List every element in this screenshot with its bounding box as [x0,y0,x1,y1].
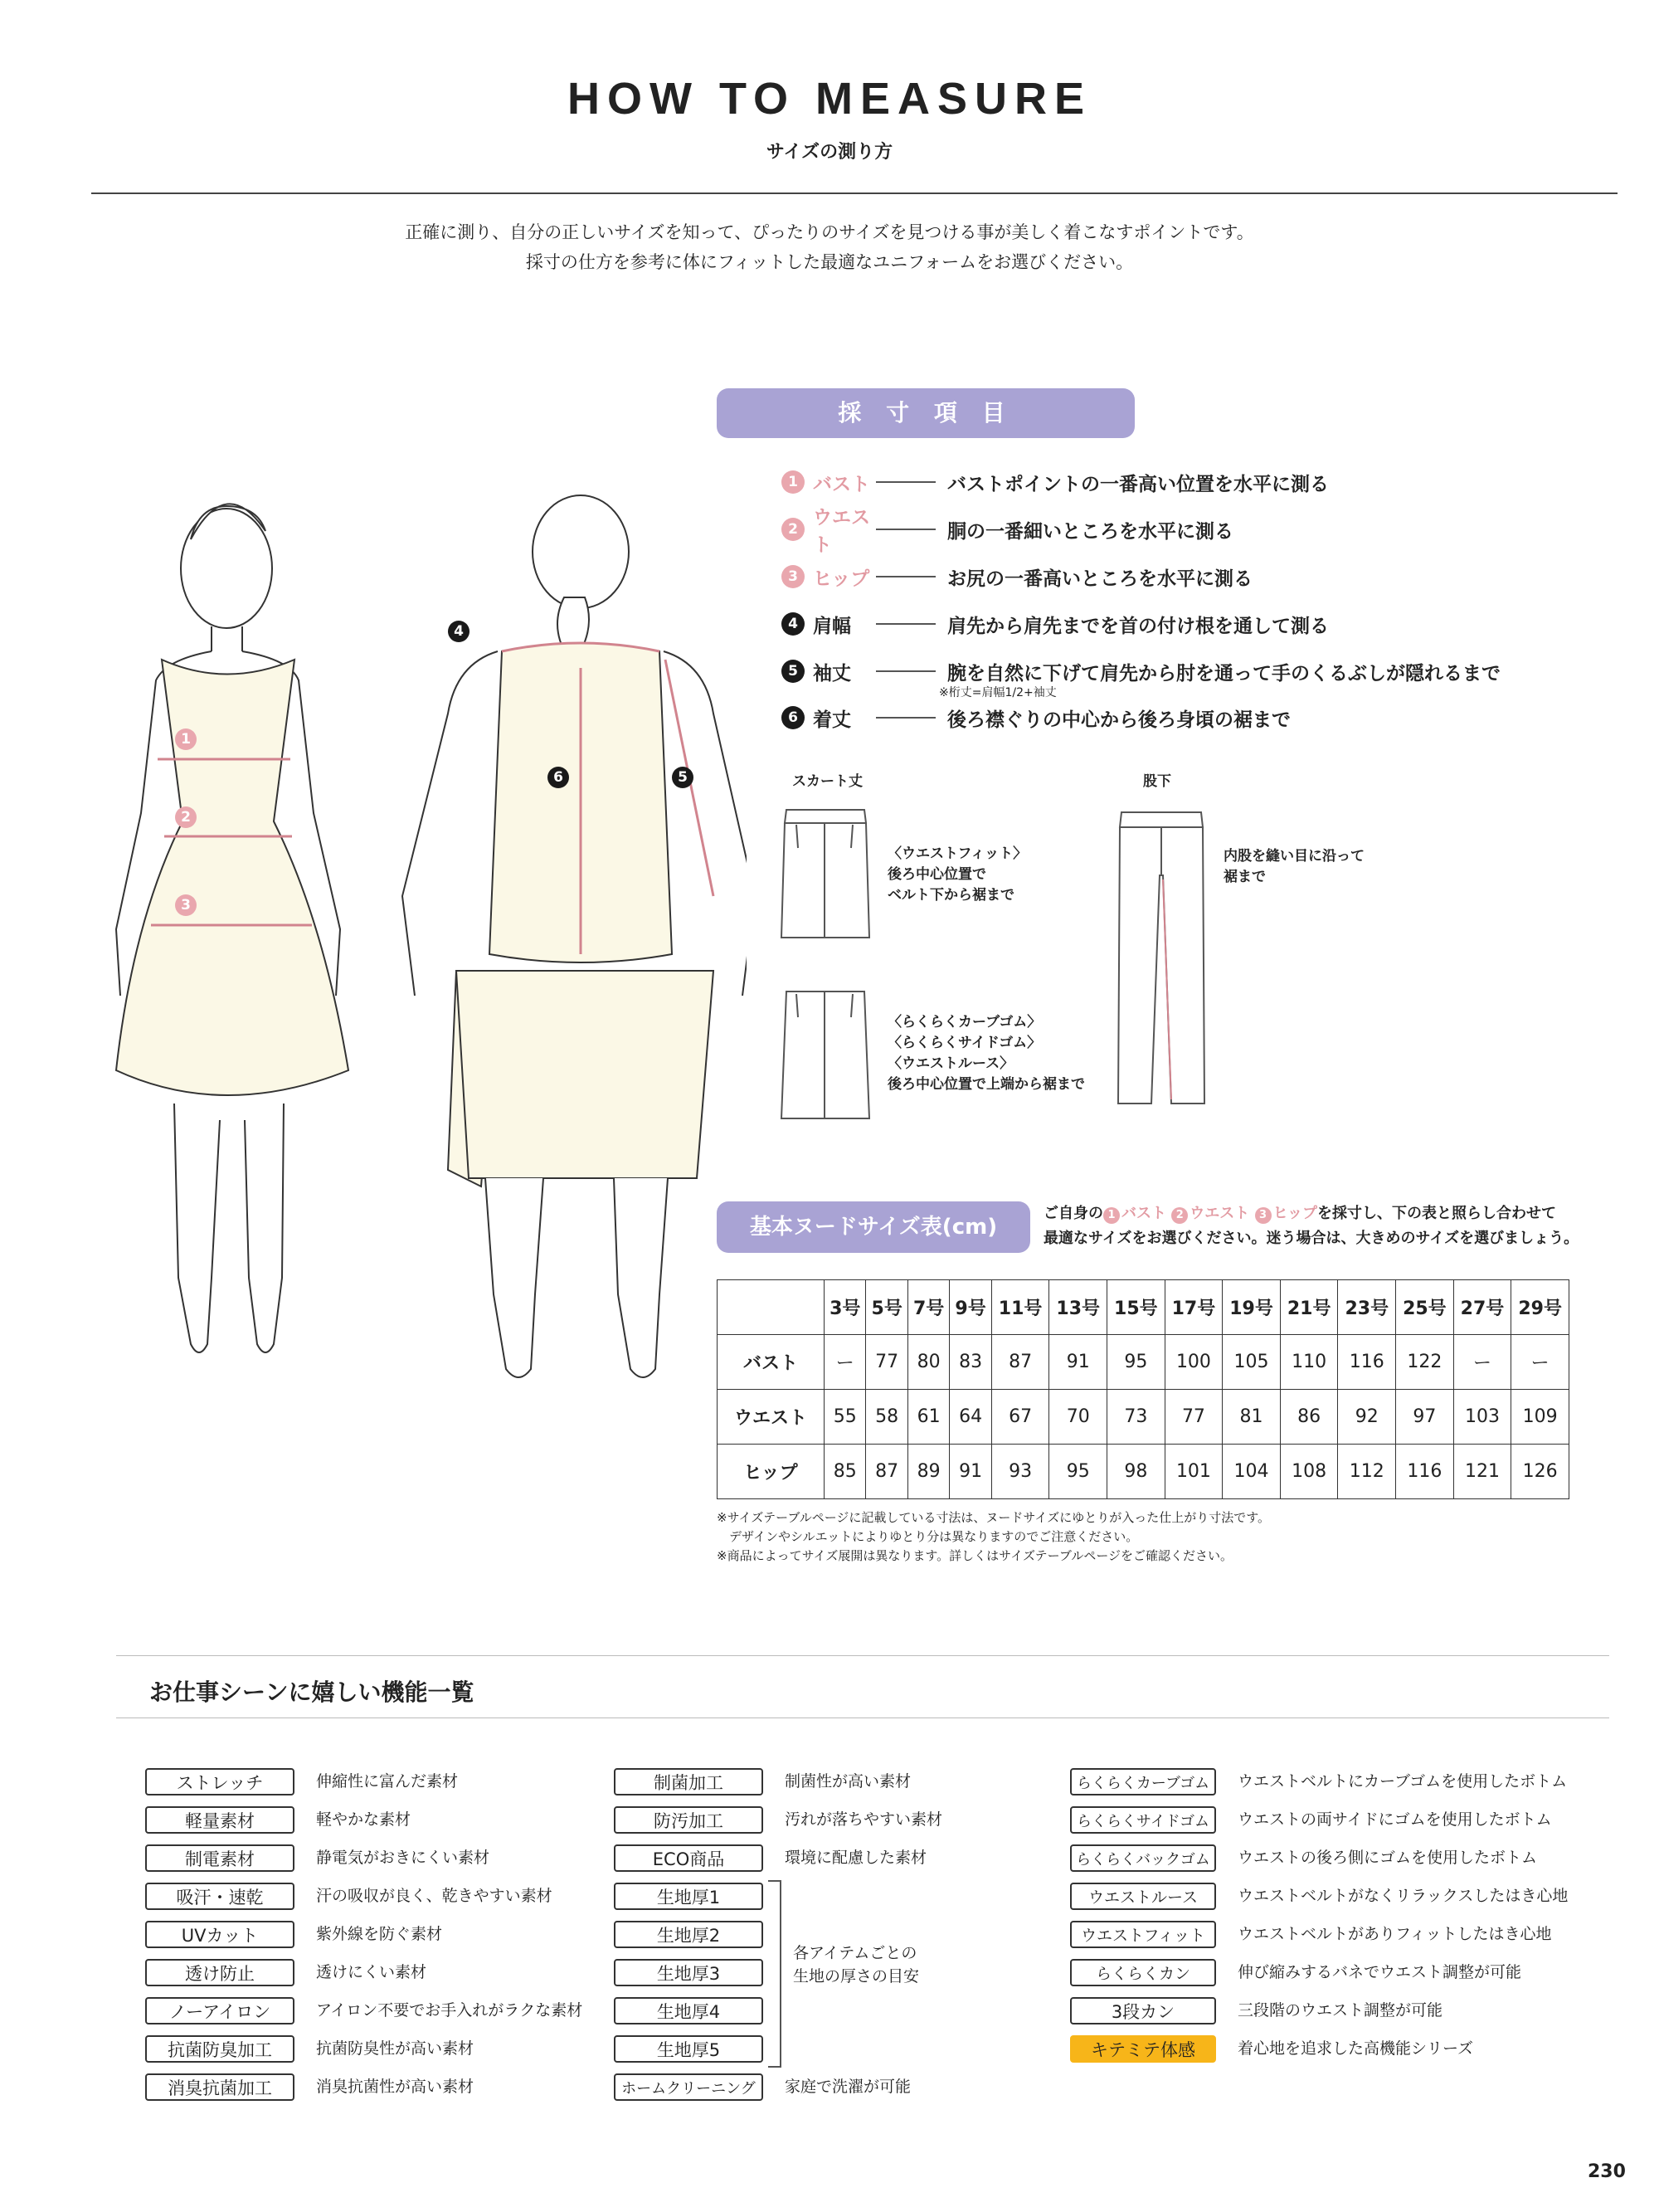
caption-line: 裾まで [1224,869,1266,885]
table-cell: 91 [950,1445,991,1499]
feature-row [1070,1839,1568,1877]
feature-row [145,1953,582,1991]
features-column-3 [1070,1762,1568,2068]
feature-desc: ウエストの後ろ側にゴムを使用したボトム [1238,1848,1538,1867]
column-header: 3号 [825,1280,866,1335]
feature-row [1070,1991,1568,2029]
column-header: 21号 [1280,1280,1338,1335]
feature-tag: 生地厚1 [614,1883,763,1910]
table-header-row [718,1280,1569,1335]
table-cell: 116 [1396,1445,1454,1499]
feature-desc: 紫外線を防ぐ素材 [316,1924,443,1943]
num-badge: 2 [1171,1207,1188,1224]
feature-row [145,1800,582,1839]
size-chart-footnotes [717,1508,1270,1566]
note-text: ご自身の [1044,1205,1103,1222]
table-cell: 55 [825,1390,866,1445]
feature-desc: 環境に配慮した素材 [785,1848,927,1867]
measure-item-shoulder [781,607,1611,641]
column-header: 11号 [991,1280,1049,1335]
feature-row [145,1877,582,1915]
table-cell: 80 [907,1335,949,1390]
table-cell: 97 [1396,1390,1454,1445]
num-badge: 4 [781,612,805,636]
marker-waist: 2 [175,806,197,828]
footnote: デザインやシルエットによりゆとり分は異なりますのでご注意ください。 [717,1529,1139,1544]
table-cell: 126 [1511,1445,1569,1499]
feature-row [145,1915,582,1953]
caption-line: ベルト下から裾まで [888,887,1014,904]
measure-list [781,465,1611,735]
body-figures-illustration [66,465,747,1543]
num-badge: 5 [781,660,805,683]
measure-item-waist [781,507,1611,556]
table-cell: 89 [907,1445,949,1499]
feature-tag: らくらくカーブゴム [1070,1768,1216,1795]
table-cell: 87 [866,1445,907,1499]
table-cell: 64 [950,1390,991,1445]
table-row-hip [718,1445,1569,1499]
caption-line: 〈らくらくサイドゴム〉 [888,1035,1042,1051]
size-chart-table [717,1279,1569,1499]
page-title: HOW TO MEASURE [567,74,1092,124]
feature-row [614,1839,942,1877]
num-badge: 2 [781,518,805,541]
note-hip: ヒップ [1272,1205,1318,1222]
item-label: ウエスト [813,507,870,556]
table-cell: 67 [991,1390,1049,1445]
table-cell: 105 [1223,1335,1281,1390]
feature-tag: 軽量素材 [145,1806,294,1834]
intro-line-2: 採寸の仕方を参考に体にフィットした最適なユニフォームをお選びください。 [525,252,1134,272]
page-number: 230 [1588,2161,1626,2182]
feature-row [1070,1915,1568,1953]
feature-desc: 三段階のウエスト調整が可能 [1238,2000,1443,2020]
feature-row [145,2068,582,2106]
skirt-illustrations [780,805,871,1120]
size-chart-note [1044,1201,1579,1251]
table-cell: 77 [1165,1390,1223,1445]
row-header: ウエスト [718,1390,825,1445]
feature-row [1070,1877,1568,1915]
front-figure [116,504,348,1352]
size-chart-heading: 基本ヌードサイズ表(cm) [717,1201,1030,1253]
caption-line: 後ろ中心位置で上端から裾まで [888,1076,1085,1093]
table-cell: 70 [1049,1390,1107,1445]
table-cell: 95 [1049,1445,1107,1499]
feature-tag: ホームクリーニング [614,2073,763,2101]
column-header: 23号 [1338,1280,1396,1335]
item-desc: バストポイントの一番高い位置を水平に測る [947,473,1329,495]
table-cell: 103 [1453,1390,1511,1445]
table-cell: 100 [1165,1335,1223,1390]
feature-tag: 3段カン [1070,1997,1216,2024]
item-label: バスト [813,473,870,495]
leader-line [876,481,936,483]
features-bottom-rule [116,1717,1609,1718]
caption-line: 〈ウエストフィット〉 [888,845,1028,862]
feature-tag: らくらくカン [1070,1959,1216,1986]
num-badge: 3 [1255,1207,1272,1224]
item-label: ヒップ [813,568,870,590]
caption-line: 各アイテムごとの [793,1944,917,1962]
thickness-bracket [768,1880,781,2068]
table-row-waist [718,1390,1569,1445]
inseam-caption [1224,846,1365,888]
table-cell: ー [1511,1335,1569,1390]
feature-desc: 着心地を追求した高機能シリーズ [1238,2039,1474,2058]
feature-row [614,1800,942,1839]
measure-item-hip [781,559,1611,594]
table-cell: 87 [991,1335,1049,1390]
note-line-1 [1044,1201,1579,1226]
feature-tag: らくらくサイドゴム [1070,1806,1216,1834]
feature-tag: 防汚加工 [614,1806,763,1834]
feature-row [1070,2029,1568,2068]
measure-item-sleeve [781,654,1611,689]
feature-tag: UVカット [145,1921,294,1948]
column-header: 5号 [866,1280,907,1335]
pants-illustration [1112,809,1211,1108]
column-header: 17号 [1165,1280,1223,1335]
feature-tag: 吸汗・速乾 [145,1883,294,1910]
item-label: 肩幅 [813,615,851,637]
column-header: 7号 [907,1280,949,1335]
intro-line-1: 正確に測り、自分の正しいサイズを知って、ぴったりのサイズを見つける事が美しく着こなすポイントです。 [405,222,1254,242]
feature-desc: 制菌性が高い素材 [785,1771,912,1791]
leader-line [876,576,936,577]
feature-tag: ECO商品 [614,1844,763,1872]
feature-desc: ウエストの両サイドにゴムを使用したボトム [1238,1810,1552,1829]
table-cell: 83 [950,1335,991,1390]
feature-desc: 汚れが落ちやすい素材 [785,1810,943,1829]
row-header: バスト [718,1335,825,1390]
page-subtitle: サイズの測り方 [766,142,893,163]
feature-row [145,1839,582,1877]
intro-text [0,217,1659,277]
feature-row [145,2029,582,2068]
table-cell: 93 [991,1445,1049,1499]
column-header: 27号 [1453,1280,1511,1335]
feature-row [145,1991,582,2029]
num-badge: 6 [781,706,805,729]
measure-item-bust [781,465,1611,499]
feature-row [614,1762,942,1800]
table-cell: 61 [907,1390,949,1445]
table-row-bust [718,1335,1569,1390]
feature-desc: 軽やかな素材 [316,1810,411,1829]
feature-tag: ウエストルース [1070,1883,1216,1910]
feature-desc: 伸び縮みするバネでウエスト調整が可能 [1238,1962,1522,1981]
skirt-rubber-caption [888,1012,1085,1095]
table-cell: 86 [1280,1390,1338,1445]
item-desc: 腕を自然に下げて肩先から肘を通って手のくるぶしが隠れるまで [947,662,1501,685]
caption-line: 〈ウエストルース〉 [888,1055,1014,1072]
feature-desc: 抗菌防臭性が高い素材 [316,2039,474,2058]
table-cell: 73 [1107,1390,1165,1445]
table-cell: ー [1453,1335,1511,1390]
table-cell: 116 [1338,1335,1396,1390]
feature-desc: 消臭抗菌性が高い素材 [316,2077,474,2096]
feature-desc: ウエストベルトがありフィットしたはき心地 [1238,1924,1552,1943]
feature-desc: アイロン不要でお手入れがラクな素材 [316,2000,583,2020]
table-cell: 81 [1223,1390,1281,1445]
feature-tag: ウエストフィット [1070,1921,1216,1948]
feature-tag: 生地厚5 [614,2035,763,2063]
feature-tag: 透け防止 [145,1959,294,1986]
table-cell: 109 [1511,1390,1569,1445]
feature-tag: らくらくバックゴム [1070,1844,1216,1872]
skirt-fit-caption [888,844,1027,906]
leader-line [876,623,936,625]
features-top-rule [116,1655,1609,1656]
feature-row [1070,1800,1568,1839]
skirt-length-title: スカート丈 [792,773,863,790]
feature-desc: 伸縮性に富んだ素材 [316,1771,459,1791]
column-header: 29号 [1511,1280,1569,1335]
table-cell: 58 [866,1390,907,1445]
table-cell: 101 [1165,1445,1223,1499]
header-divider [91,192,1618,194]
features-heading: お仕事シーンに嬉しい機能一覧 [149,1678,474,1706]
feature-tag-highlight: キテミテ体感 [1070,2035,1216,2063]
column-header: 25号 [1396,1280,1454,1335]
caption-line: 後ろ中心位置で [888,866,986,883]
feature-desc: 家庭で洗濯が可能 [785,2077,912,2096]
item-desc: お尻の一番高いところを水平に測る [947,568,1253,590]
table-cell: 77 [866,1335,907,1390]
table-cell: 122 [1396,1335,1454,1390]
note-waist: ウエスト [1190,1205,1255,1222]
column-header: 15号 [1107,1280,1165,1335]
caption-line: 〈らくらくカーブゴム〉 [888,1014,1042,1030]
feature-tag: ストレッチ [145,1768,294,1795]
feature-desc: ウエストベルトがなくリラックスしたはき心地 [1238,1886,1569,1905]
table-cell: 112 [1338,1445,1396,1499]
note-line-2: 最適なサイズをお選びください。迷う場合は、大きめのサイズを選びましょう。 [1044,1230,1579,1247]
column-header: 19号 [1223,1280,1281,1335]
thickness-caption [793,1942,919,1988]
measure-item-length [781,700,1611,735]
feature-desc: 静電気がおきにくい素材 [316,1848,490,1867]
item-label: 着丈 [813,709,851,731]
feature-desc: 汗の吸収が良く、乾きやすい素材 [316,1886,552,1905]
table-cell: 98 [1107,1445,1165,1499]
num-badge: 1 [781,470,805,494]
table-cell: ー [825,1335,866,1390]
feature-tag: 制菌加工 [614,1768,763,1795]
footnote: ※商品によってサイズ展開は異なります。詳しくはサイズテーブルページをご確認ください。 [717,1548,1233,1563]
feature-row [1070,1953,1568,1991]
table-cell: 92 [1338,1390,1396,1445]
note-text: を採寸し、下の表と照らし合わせて [1317,1205,1557,1222]
feature-desc: ウエストベルトにカーブゴムを使用したボトム [1238,1771,1568,1791]
item-desc: 胴の一番細いところを水平に測る [947,520,1233,543]
inseam-title: 股下 [1143,773,1171,790]
feature-row [1070,1762,1568,1800]
marker-bust: 1 [175,728,197,750]
footnote: ※サイズテーブルページに記載している寸法は、ヌードサイズにゆとりが入った仕上がり寸法です。 [717,1510,1271,1525]
caption-line: 内股を縫い目に沿って [1224,848,1365,865]
feature-row [145,1762,582,1800]
item-desc: 後ろ襟ぐりの中心から後ろ身頃の裾まで [947,709,1291,731]
marker-shoulder: 4 [448,621,469,642]
row-header: ヒップ [718,1445,825,1499]
marker-sleeve: 5 [672,767,693,788]
measure-heading: 採 寸 項 目 [717,388,1135,438]
leader-line [876,670,936,672]
table-cell: 121 [1453,1445,1511,1499]
num-badge: 1 [1103,1207,1120,1224]
features-column-1 [145,1762,582,2106]
leader-line [876,717,936,719]
feature-tag: 生地厚2 [614,1921,763,1948]
feature-tag: 生地厚3 [614,1959,763,1986]
feature-tag: 抗菌防臭加工 [145,2035,294,2063]
table-cell: 91 [1049,1335,1107,1390]
caption-line: 生地の厚さの目安 [793,1967,920,1985]
feature-row [614,2068,942,2106]
feature-desc: 透けにくい素材 [316,1962,427,1981]
marker-hip: 3 [175,894,197,916]
table-cell: 85 [825,1445,866,1499]
table-cell: 95 [1107,1335,1165,1390]
feature-tag: 制電素材 [145,1844,294,1872]
table-cell: 104 [1223,1445,1281,1499]
table-cell: 110 [1280,1335,1338,1390]
column-header: 9号 [950,1280,991,1335]
table-cell: 108 [1280,1445,1338,1499]
feature-tag: 消臭抗菌加工 [145,2073,294,2101]
item-label: 袖丈 [813,662,851,685]
corner-cell [718,1280,825,1335]
leader-line [876,529,936,530]
num-badge: 3 [781,565,805,588]
marker-length: 6 [547,767,569,788]
feature-tag: ノーアイロン [145,1997,294,2024]
column-header: 13号 [1049,1280,1107,1335]
note-bust: バスト [1121,1205,1172,1222]
item-desc: 肩先から肩先までを首の付け根を通して測る [947,615,1329,637]
sleeve-note: ※桁丈=肩幅1/2+袖丈 [939,686,1057,699]
feature-tag: 生地厚4 [614,1997,763,2024]
